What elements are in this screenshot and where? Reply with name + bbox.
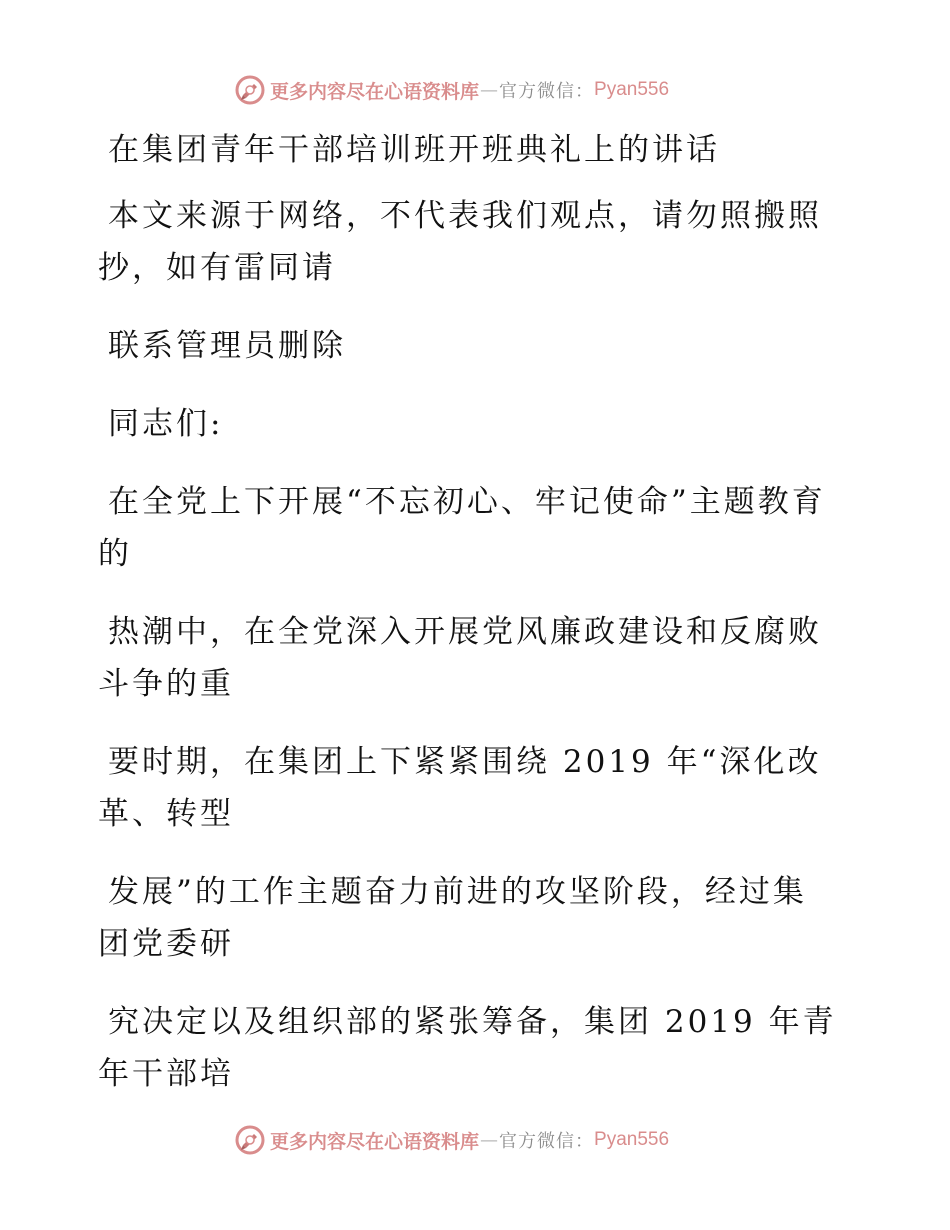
watermark-dash: — [480, 79, 499, 101]
paragraph: 联系管理员删除 [108, 328, 346, 364]
document-body [98, 124, 838, 1100]
paragraph: 究决定以及组织部的紧张筹备，集团 2019 年青年干部培 [98, 1004, 837, 1092]
paragraph: 热潮中，在全党深入开展党风廉政建设和反腐败斗争的重 [98, 614, 822, 702]
paragraph: 发展”的工作主题奋力前进的攻坚阶段，经过集团党委研 [98, 874, 807, 962]
watermark-handle: Pyan556 [594, 79, 670, 100]
pen-logo-icon [234, 1124, 266, 1156]
pen-logo-icon [234, 74, 266, 106]
header-watermark [234, 72, 714, 108]
paragraph: 本文来源于网络，不代表我们观点，请勿照搬照抄，如有雷同请 [98, 198, 822, 286]
watermark-label: 官方微信： [499, 1131, 595, 1152]
footer-watermark [234, 1122, 714, 1158]
paragraph: 在全党上下开展“不忘初心、牢记使命”主题教育的 [98, 484, 826, 572]
document-title: 在集团青年干部培训班开班典礼上的讲话 [108, 132, 720, 168]
watermark-site-text: 更多内容尽在心语资料库 [270, 1130, 480, 1153]
watermark-handle: Pyan556 [594, 1129, 670, 1150]
watermark-label: 官方微信： [499, 81, 595, 102]
paragraph: 要时期，在集团上下紧紧围绕 2019 年“深化改革、转型 [98, 744, 822, 832]
watermark-dash: — [480, 1129, 499, 1151]
paragraph: 同志们: [108, 406, 224, 442]
watermark-site-text: 更多内容尽在心语资料库 [270, 80, 480, 103]
